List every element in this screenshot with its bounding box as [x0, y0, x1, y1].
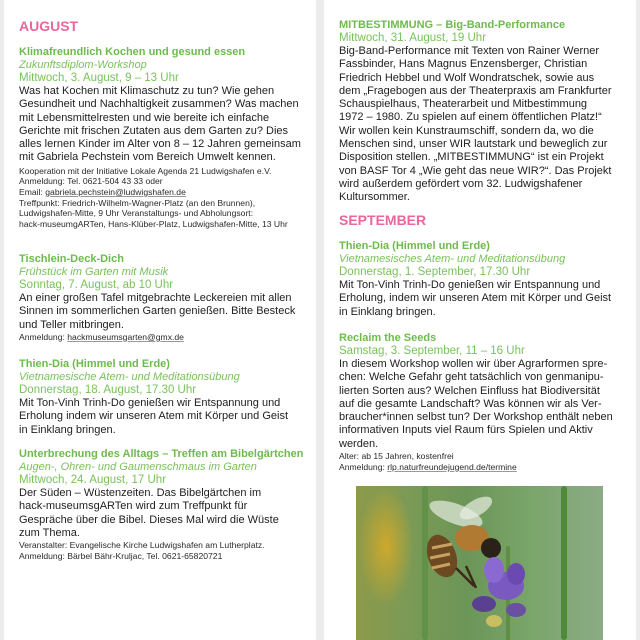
event-thien-dia-september: [339, 240, 639, 319]
event-description: Mit Ton-Vinh Trinh-Do genießen wir Entspannung und Erholung indem wir unseren Atem mit Körper und Geist in Einklang bringen.: [19, 397, 289, 436]
bee-on-lavender-photo: [356, 486, 603, 640]
month-heading: AUGUST: [19, 18, 79, 34]
event-title: Unterbrechung des Alltags – Treffen am Bibelgärtchen: [19, 448, 304, 460]
event-meeting-point: Treffpunkt: Friedrich-Wilhelm-Wagner-Platz (an den Brunnen), Ludwigshafen-Mitte, 9 Uhr Veranstaltungs- und Abholungsort: hack-museumgARTen, Hans-Klüber-Platz, Ludwigshafen-Mitte, 13 Uhr: [19, 197, 288, 229]
event-mitbestimmung: [339, 19, 639, 205]
registration-email-link[interactable]: hackmuseumsgarten@gmx.de: [67, 331, 184, 342]
event-title: Thien-Dia (Himmel und Erde): [19, 358, 170, 370]
event-title: Thien-Dia (Himmel und Erde): [339, 240, 490, 252]
event-description: An einer großen Tafel mitgebrachte Leckereien mit allen Sinnen im sommerlichen Garten genießen. Bitte Besteck und Teller mitbringen.: [19, 292, 296, 331]
event-date: Mittwoch, 24. August, 17 Uhr: [19, 474, 167, 486]
event-info: Kooperation mit der Initiative Lokale Agenda 21 Ludwigshafen e.V. Anmeldung: Tel. 0621-504 43 33 oder: [19, 165, 272, 187]
month-heading-august: [19, 18, 319, 34]
event-title: Klimafreundlich Kochen und gesund essen: [19, 46, 246, 58]
bee-flower-illustration: [356, 486, 603, 640]
event-date: Donnerstag, 1. September, 17.30 Uhr: [339, 266, 531, 278]
event-description: In diesem Workshop wollen wir über Agrarformen spre- chen: Welche Gefahr geht tatsächlich von genmanipu- lierten Sorten aus? Welchen Einfluss hat Biodiversität auf die gesamte Landschaft? Was können wir als Ver- braucher*innen selbst tun? Der Workshop enthält neben informativen Inputs viel Raum fürs Spielen und Aktiv werden.: [339, 358, 613, 450]
event-klimafreundlich-kochen: [19, 46, 319, 229]
event-title: Tischlein-Deck-Dich: [19, 253, 124, 265]
event-subtitle: Zukunftsdiplom-Workshop: [19, 59, 147, 71]
event-subtitle: Augen-, Ohren- und Gaumenschmaus im Garten: [19, 461, 257, 473]
event-registration: [19, 332, 319, 343]
event-description: Big-Band-Performance mit Texten von Rainer Werner Fassbinder, Hans Magnus Enzensberger, Christian Friedrich Hebbel und Wolf Wondratschek, sowie aus dem „Fragebogen aus der Theaterpraxis am Frankfurter Schauspielhaus, Theaterarbeit und Mitbestimmung 1972 – 1980. Zu spielen auf einem öffentlichen Platz!“ Wir wollen kein Kunstraumschiff, sondern da, wo die Menschen sind, unser WIR lautstark und beweglich zur Disposition stellen. „MITBESTIMMUNG“ ist ein Projekt von BASF Tor 4 „Wie geht das neue WIR?“. Das Projekt wird außerdem gefördert vom 32. Ludwigshafener Kultursommer.: [339, 45, 612, 204]
event-subtitle: Vietnamesische Atem- und Meditationsübung: [19, 371, 240, 383]
event-tischlein-deck-dich: [19, 253, 319, 342]
event-registration: [339, 462, 639, 473]
registration-label: Anmeldung:: [19, 331, 68, 342]
month-heading: SEPTEMBER: [339, 212, 427, 228]
event-description: Der Süden – Wüstenzeiten. Das Bibelgärtchen im hack-museumsgARTen wird zum Treffpunkt für Gespräche über die Bibel. Dieses Mal wird die Wüste zum Thema.: [19, 487, 279, 539]
email-label: Email:: [19, 186, 46, 197]
event-thien-dia-august: [19, 358, 319, 437]
registration-web-link[interactable]: rlp.naturfreundejugend.de/termine: [387, 461, 517, 472]
event-title: Reclaim the Seeds: [339, 332, 437, 344]
event-date: Sonntag, 7. August, ab 10 Uhr: [19, 279, 174, 291]
event-description: Was hat Kochen mit Klimaschutz zu tun? Wie gehen Gesundheit und Nachhaltigkeit zusammen? Was machen mit Lebensmittelresten und wie bereite ich einfache Gerichte mit frischen Zutaten aus dem Garten zu? Dies alles lernen Kinder im Alter von 8 – 12 Jahren gemeinsam mit Gabriela Pechstein vom Bereich Umwelt kennen.: [19, 85, 301, 164]
registration-label: Anmeldung:: [339, 461, 388, 472]
event-title: MITBESTIMMUNG – Big-Band-Performance: [339, 19, 566, 31]
event-email-line: [19, 187, 319, 198]
event-reclaim-the-seeds: [339, 332, 639, 472]
event-description: Mit Ton-Vinh Trinh-Do genießen wir Entspannung und Erholung, indem wir unseren Atem mit Körper und Geist in Einklang bringen.: [339, 279, 612, 318]
email-link[interactable]: gabriela.pechstein@ludwigshafen.de: [45, 186, 186, 197]
event-subtitle: Vietnamesisches Atem- und Meditationsübung: [339, 253, 566, 265]
month-heading-september: [339, 212, 639, 228]
event-subtitle: Frühstück im Garten mit Musik: [19, 266, 169, 278]
event-unterbrechung-des-alltags: [19, 448, 319, 561]
event-date: Donnerstag, 18. August, 17.30 Uhr: [19, 384, 197, 396]
event-date: Mittwoch, 31. August, 19 Uhr: [339, 32, 487, 44]
event-date: Mittwoch, 3. August, 9 – 13 Uhr: [19, 72, 179, 84]
event-date: Samstag, 3. September, 11 – 16 Uhr: [339, 345, 525, 357]
event-info: Veranstalter: Evangelische Kirche Ludwigshafen am Lutherplatz. Anmeldung: Bärbel Bähr-Kruljac, Tel. 0621-65820721: [19, 540, 265, 561]
event-info: Alter: ab 15 Jahren, kostenfrei: [339, 451, 454, 462]
